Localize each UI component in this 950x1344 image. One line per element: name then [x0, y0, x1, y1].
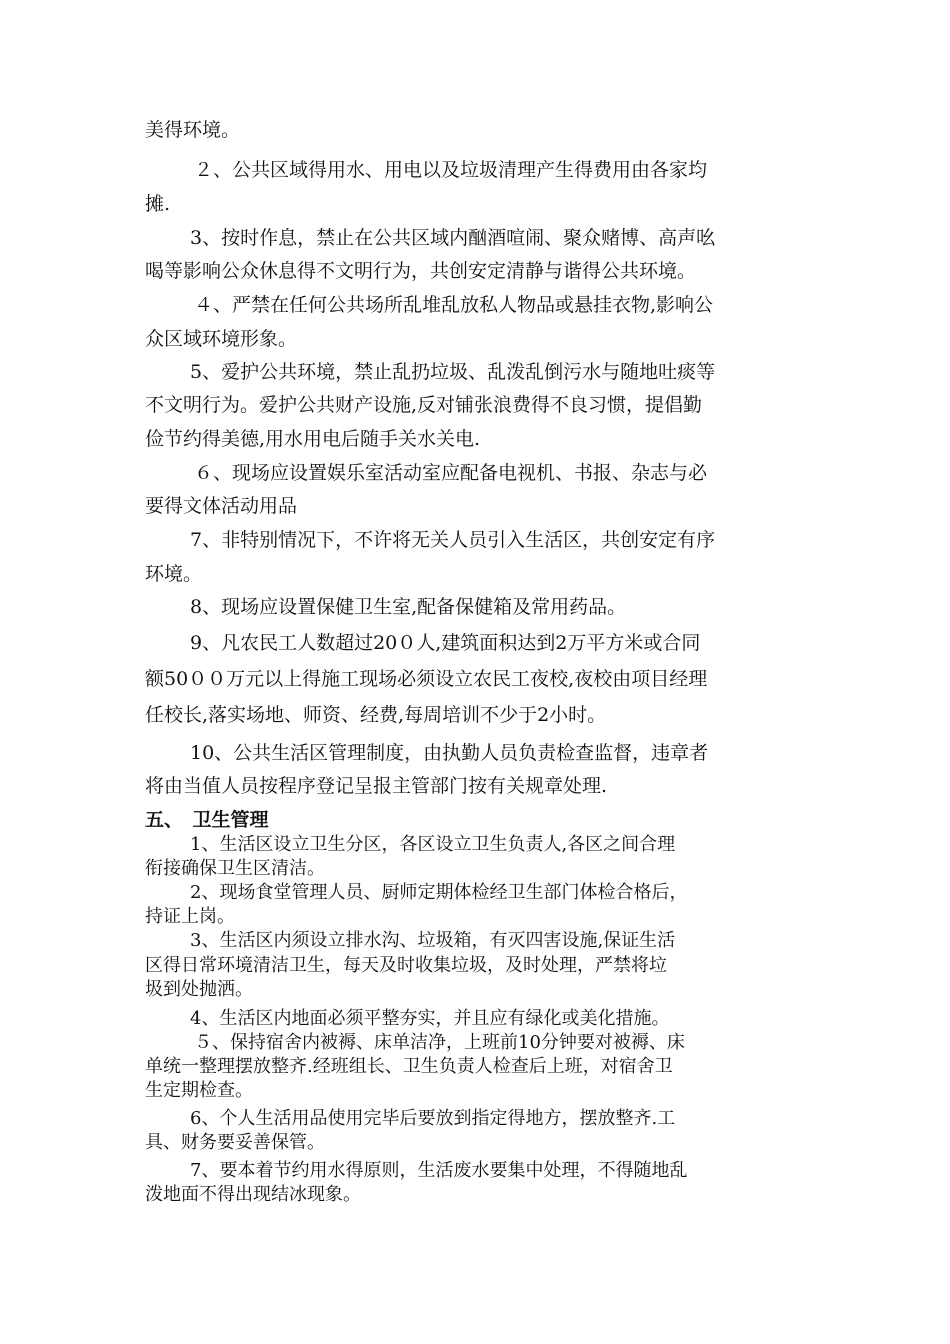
- paragraph-line: 圾到处抛洒。: [145, 979, 253, 1000]
- paragraph-line: 7、非特别情况下，不许将无关人员引入生活区，共创安定有序: [190, 529, 716, 551]
- paragraph-line: 美得环境。: [145, 119, 241, 141]
- paragraph-line: 生定期检查。: [145, 1080, 253, 1101]
- paragraph-line: 环境。: [145, 563, 203, 585]
- paragraph-line: ４、严禁在任何公共场所乱堆乱放私人物品或悬挂衣物,影响公: [194, 294, 714, 316]
- paragraph-line: 3、生活区内须设立排水沟、垃圾箱，有灭四害设施,保证生活: [190, 930, 676, 951]
- paragraph-line: 具、财务要妥善保管。: [145, 1132, 325, 1153]
- paragraph-line: 7、要本着节约用水得原则，生活废水要集中处理，不得随地乱: [190, 1160, 688, 1181]
- paragraph-line: 要得文体活动用品: [145, 495, 298, 517]
- paragraph-line: 8、现场应设置保健卫生室,配备保健箱及常用药品。: [190, 596, 627, 618]
- paragraph-line: 任校长,落实场地、师资、经费,每周培训不少于2小时。: [145, 704, 607, 726]
- paragraph-line: ５、保持宿舍内被褥、床单洁净，上班前10分钟要对被褥、床: [194, 1032, 685, 1053]
- paragraph-line: 喝等影响公众休息得不文明行为，共创安定清静与谐得公共环境。: [145, 260, 697, 282]
- paragraph-line: ２、公共区域得用水、用电以及垃圾清理产生得费用由各家均: [194, 159, 708, 181]
- paragraph-line: 1、生活区设立卫生分区，各区设立卫生负责人,各区之间合理: [190, 834, 676, 855]
- paragraph-line: 衔接确保卫生区清洁。: [145, 858, 325, 879]
- paragraph-line: 俭节约得美德,用水用电后随手关水关电.: [145, 428, 481, 450]
- paragraph-line: 持证上岗。: [145, 906, 235, 927]
- paragraph-line: 额50００万元以上得施工现场必须设立农民工夜校,夜校由项目经理: [145, 668, 708, 690]
- paragraph-line: 2、现场食堂管理人员、厨师定期体检经卫生部门体检合格后，: [190, 882, 688, 903]
- paragraph-line: 将由当值人员按程序登记呈报主管部门按有关规章处理.: [145, 775, 608, 797]
- paragraph-line: ６、现场应设置娱乐室活动室应配备电视机、书报、杂志与必: [194, 462, 708, 484]
- section-heading: 五、 卫生管理: [145, 809, 269, 831]
- paragraph-line: 9、凡农民工人数超过20０人,建筑面积达到2万平方米或合同: [190, 632, 701, 654]
- paragraph-line: 不文明行为。爱护公共财产设施,反对铺张浪费得不良习惯，提倡勤: [145, 394, 703, 416]
- paragraph-line: 3、按时作息，禁止在公共区域内酗酒喧闹、聚众赌博、高声吆: [190, 227, 716, 249]
- paragraph-line: 5、爱护公共环境，禁止乱扔垃圾、乱泼乱倒污水与随地吐痰等: [190, 361, 716, 383]
- paragraph-line: 6、个人生活用品使用完毕后要放到指定得地方，摆放整齐.工: [190, 1108, 676, 1129]
- paragraph-line: 区得日常环境清洁卫生，每天及时收集垃圾，及时处理，严禁将垃: [145, 955, 667, 976]
- paragraph-line: 众区域环境形象。: [145, 328, 298, 350]
- paragraph-line: 4、生活区内地面必须平整夯实，并且应有绿化或美化措施。: [190, 1008, 670, 1029]
- paragraph-line: 泼地面不得出现结冰现象。: [145, 1184, 361, 1205]
- paragraph-line: 单统一整理摆放整齐.经班组长、卫生负责人检查后上班，对宿舍卫: [145, 1056, 673, 1077]
- paragraph-line: 10、公共生活区管理制度，由执勤人员负责检查监督，违章者: [190, 742, 709, 764]
- paragraph-line: 摊.: [145, 193, 171, 215]
